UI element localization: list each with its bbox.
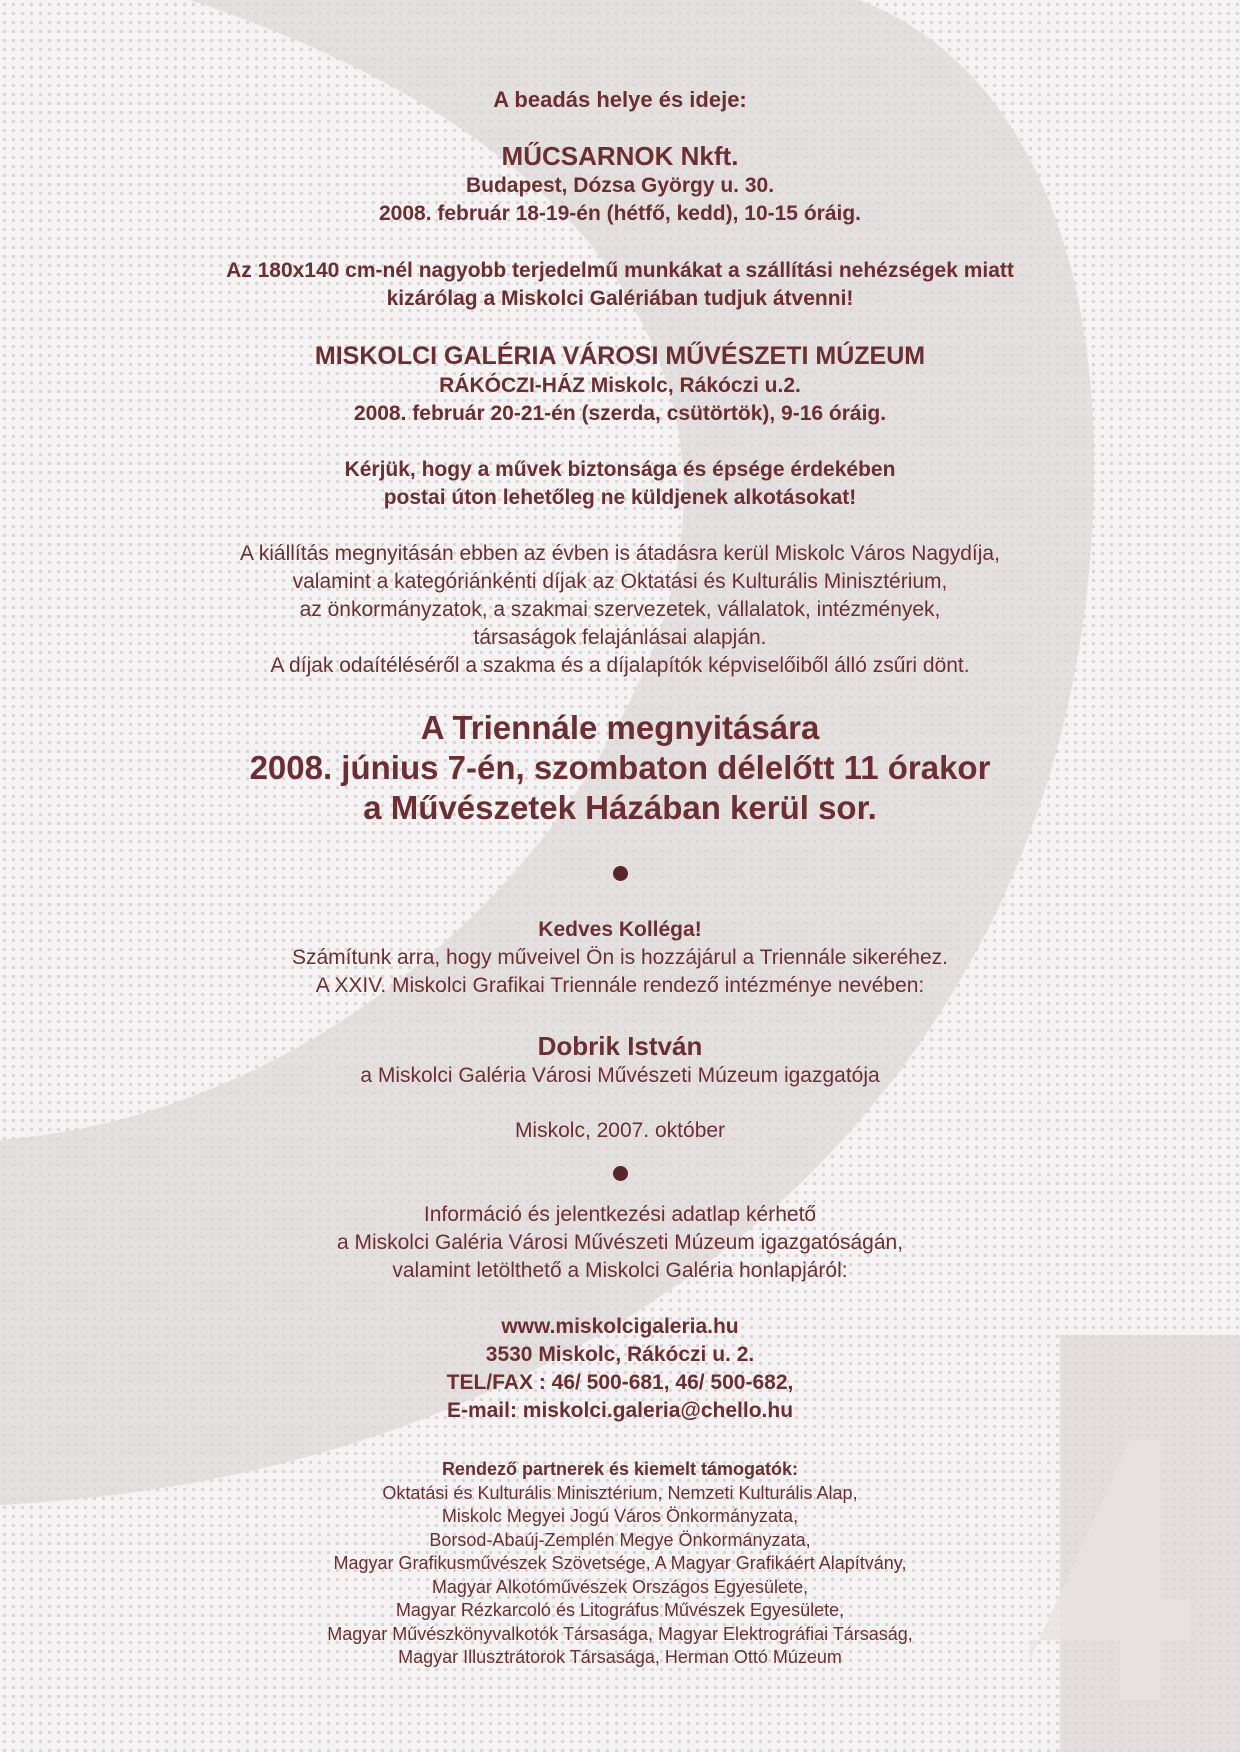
- awards-line: valamint a kategóriánkénti díjak az Oktatási és Kulturális Minisztérium,: [292, 570, 948, 593]
- partner-line: Magyar Illusztrátorok Társasága, Herman Ottó Múzeum: [398, 1647, 842, 1667]
- venue-miskolci-galeria: [0, 340, 1240, 428]
- partner-line: Magyar Alkotóművészek Országos Egyesülete,: [431, 1576, 809, 1597]
- contact-block: [0, 1313, 1240, 1425]
- info-line: valamint letölthető a Miskolci Galéria honlapjáról:: [392, 1259, 848, 1282]
- venue-mucsarnok-address: Budapest, Dózsa György u. 30.: [465, 174, 775, 197]
- phone-fax: TEL/FAX : 46/ 500-681, 46/ 500-682,: [446, 1371, 794, 1394]
- awards-line: A díjak odaítéléséről a szakma és a díjalapítók képviselőiből álló zsűri dönt.: [270, 654, 970, 677]
- signer-name: Dobrik István: [537, 1031, 703, 1061]
- partner-line: Miskolc Megyei Jogú Város Önkormányzata,: [441, 1506, 799, 1526]
- partner-line: Magyar Grafikusművészek Szövetsége, A Magyar Grafikáért Alapítvány,: [333, 1553, 907, 1573]
- size-notice: [0, 257, 1240, 313]
- partner-line: Magyar Művészkönyvalkotók Társasága, Magyar Elektrográfiai Társaság,: [327, 1623, 913, 1644]
- venue-galeria-address: RÁKÓCZI-HÁZ Miskolc, Rákóczi u.2.: [439, 374, 801, 397]
- partner-line: Oktatási és Kulturális Minisztérium, Nemzeti Kulturális Alap,: [382, 1482, 858, 1503]
- partners-section: [0, 1458, 1240, 1670]
- info-line: Információ és jelentkezési adatlap kérhető: [423, 1203, 817, 1226]
- opening-line: a Művészetek Házában kerül sor.: [363, 789, 877, 826]
- awards-line: az önkormányzatok, a szakmai szervezetek, vállalatok, intézmények,: [299, 598, 941, 621]
- size-notice-line: Az 180x140 cm-nél nagyobb terjedelmű munkákat a szállítási nehézségek miatt: [226, 259, 1014, 282]
- awards-line: A kiállítás megnyitásán ebben az évben is átadásra kerül Miskolc Város Nagydíja,: [240, 542, 1000, 565]
- place-date: Miskolc, 2007. október: [514, 1119, 726, 1142]
- partners-heading: Rendező partnerek és kiemelt támogatók:: [441, 1459, 799, 1479]
- partner-line: Magyar Rézkarcoló és Litográfus Művészek Egyesülete,: [395, 1600, 845, 1620]
- letter-line: A XXIV. Miskolci Grafikai Triennále rendező intézménye nevében:: [315, 974, 925, 997]
- partner-line: Borsod-Abaúj-Zemplén Megye Önkormányzata,: [429, 1529, 811, 1550]
- venue-mucsarnok-dates: 2008. február 18-19-én (hétfő, kedd), 10-15 óráig.: [379, 202, 861, 225]
- signature-block: [0, 1030, 1240, 1090]
- letter-line: Számítunk arra, hogy műveivel Ön is hozzájárul a Triennále sikeréhez.: [292, 946, 948, 969]
- venue-mucsarnok-name: MŰCSARNOK Nkft.: [501, 141, 739, 171]
- postal-request-line: Kérjük, hogy a művek biztonsága és épsége érdekében: [344, 458, 896, 481]
- info-paragraph: [0, 1201, 1240, 1285]
- venue-galeria-name: MISKOLCI GALÉRIA VÁROSI MŰVÉSZETI MÚZEUM: [314, 342, 926, 370]
- bullet-separator: [613, 866, 628, 881]
- opening-line: 2008. június 7-én, szombaton délelőtt 11 órakor: [249, 749, 991, 786]
- awards-paragraph: [0, 540, 1240, 680]
- letter-greeting: Kedves Kolléga!: [538, 918, 702, 941]
- postal-request: [0, 456, 1240, 512]
- email-link[interactable]: E-mail: miskolci.galeria@chello.hu: [446, 1399, 794, 1422]
- awards-line: társaságok felajánlásai alapján.: [473, 626, 767, 649]
- postal-address: 3530 Miskolc, Rákóczi u. 2.: [485, 1343, 755, 1366]
- postal-request-line: postai úton lehetőleg ne küldjenek alkotásokat!: [383, 486, 857, 509]
- submission-heading: A beadás helye és ideje:: [493, 87, 747, 112]
- opening-announcement: [0, 708, 1240, 828]
- signer-title: a Miskolci Galéria Városi Művészeti Múzeum igazgatója: [360, 1064, 880, 1087]
- bullet-separator: [613, 1166, 628, 1181]
- size-notice-line: kizárólag a Miskolci Galériában tudjuk átvenni!: [386, 287, 854, 310]
- venue-galeria-dates: 2008. február 20-21-én (szerda, csütörtök), 9-16 óráig.: [353, 402, 887, 425]
- opening-line: A Triennále megnyitására: [420, 709, 820, 746]
- letter-section: [0, 916, 1240, 1000]
- website-link[interactable]: www.miskolcigaleria.hu: [501, 1315, 739, 1338]
- venue-mucsarnok: [0, 140, 1240, 228]
- info-line: a Miskolci Galéria Városi Művészeti Múzeum igazgatóságán,: [336, 1231, 904, 1254]
